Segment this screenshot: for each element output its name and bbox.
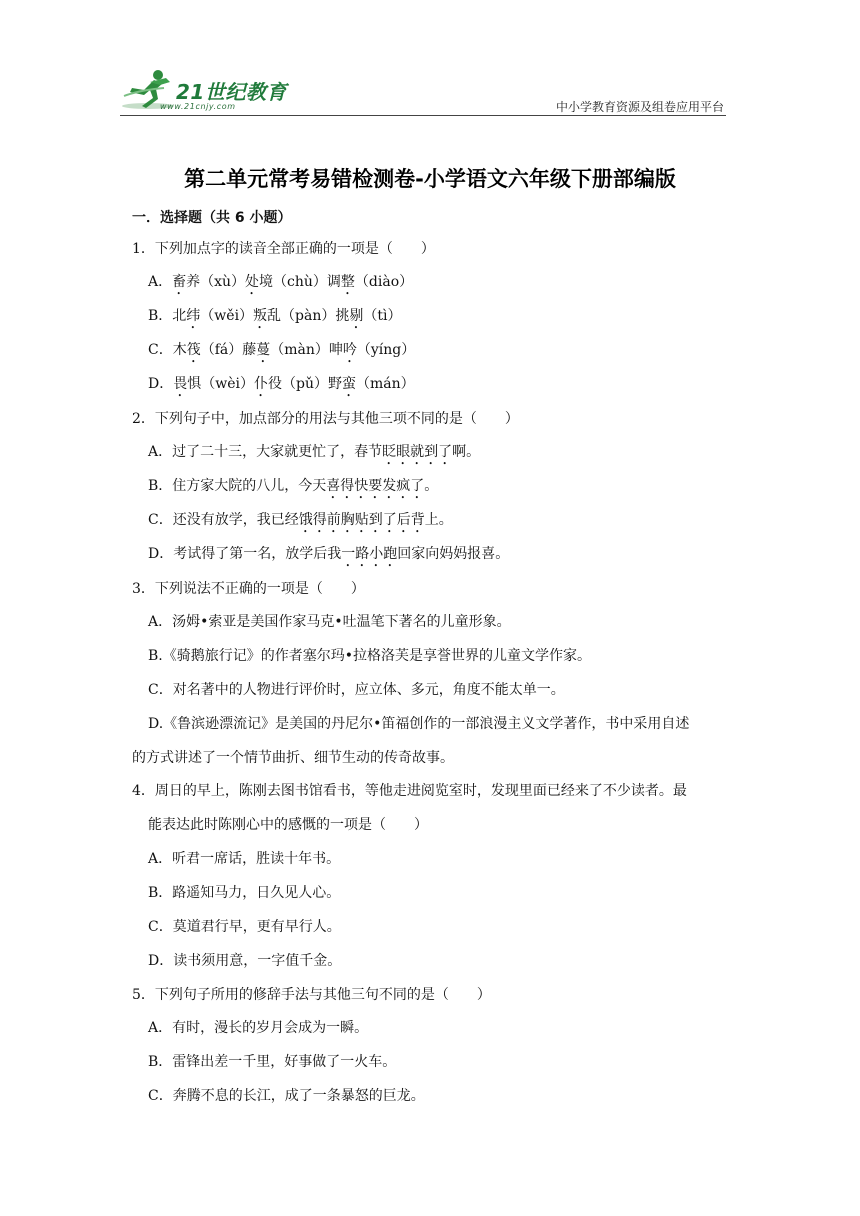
question-4-stem: 4．周日的早上，陈刚去图书馆看书，等他走进阅览室时，发现里面已经来了不少读者。最 <box>132 783 687 799</box>
platform-name: 中小学教育资源及组卷应用平台 <box>555 100 724 114</box>
option-text: 上。 <box>424 512 453 528</box>
option-text: （mán） <box>355 376 415 392</box>
question-2-stem: 2．下列句子中，加点部分的用法与其他三项不同的是（ ） <box>132 411 519 427</box>
dotted-text: 吟 <box>342 342 357 358</box>
question-3-option <box>148 612 511 632</box>
question-4-option <box>148 917 341 937</box>
question-1-option <box>148 340 415 366</box>
dotted-text: 纬 <box>186 308 201 324</box>
option-text: C．还没有放学，我已经 <box>148 512 299 528</box>
question-3-option <box>148 680 565 700</box>
question-3-option <box>132 748 454 768</box>
option-text: B．雷锋出差一千里，好事做了一火车。 <box>148 1054 397 1070</box>
question-4-option <box>148 951 341 971</box>
option-text: 惧（wèi） <box>187 376 254 392</box>
question-3-option <box>148 714 689 734</box>
question-3-stem: 3．下列说法不正确的一项是（ ） <box>132 581 365 597</box>
option-text: （màn）呻 <box>270 342 343 358</box>
option-text: （wěi） <box>200 308 254 324</box>
question-1-option <box>148 272 413 298</box>
logo-text: 21世纪教育 <box>176 80 287 104</box>
question-1-option <box>148 306 401 332</box>
option-text: D． <box>148 376 174 392</box>
dotted-text: 畜 <box>172 274 187 290</box>
option-text: D.《鲁滨逊漂流记》是美国的丹尼尔•笛福创作的一部浪漫主义文学著作，书中采用自述 <box>148 716 690 732</box>
option-text: （fá）藤 <box>200 342 257 358</box>
option-text: 啊。 <box>452 444 481 460</box>
dotted-text: 喜得快要发疯了 <box>326 478 425 494</box>
option-text: D．读书须用意，一字值千金。 <box>148 953 342 969</box>
option-text: A．有时，漫长的岁月会成为一瞬。 <box>148 1020 369 1036</box>
option-text: 境（chù）调 <box>259 274 341 290</box>
dotted-text: 筏 <box>186 342 201 358</box>
question-2-option <box>148 476 438 502</box>
question-5-stem: 5．下列句子所用的修辞手法与其他三句不同的是（ ） <box>132 987 491 1003</box>
dotted-text: 仆 <box>253 376 268 392</box>
option-text: （tì） <box>363 308 402 324</box>
question-5-option <box>148 1086 425 1106</box>
dotted-text: 处 <box>245 274 260 290</box>
option-text: D．考试得了第一名，放学后我 <box>148 546 342 562</box>
option-text: A．汤姆•索亚是美国作家马克•吐温笔下著名的儿童形象。 <box>148 614 511 630</box>
logo-url: www.21cnjy.com <box>160 102 236 111</box>
question-4-stem: 能表达此时陈刚心中的感慨的一项是（ ） <box>148 817 428 833</box>
option-text: 的方式讲述了一个情节曲折、细节生动的传奇故事。 <box>132 750 454 766</box>
question-1-stem: 1．下列加点字的读音全部正确的一项是（ ） <box>132 241 435 257</box>
question-1-option <box>148 374 415 400</box>
option-text: 养（xù） <box>186 274 246 290</box>
option-text: A． <box>148 274 173 290</box>
question-5-option <box>148 1018 368 1038</box>
option-text: C．奔腾不息的长江，成了一条暴怒的巨龙。 <box>148 1088 425 1104</box>
option-text: 役（pǔ）野 <box>267 376 342 392</box>
page-header <box>120 64 726 116</box>
dotted-text: 剔 <box>349 308 364 324</box>
question-4-option <box>148 849 340 869</box>
dotted-text: 饿得前胸贴到了后背 <box>298 512 425 528</box>
option-text: B．住方家大院的八儿，今天 <box>148 478 327 494</box>
option-text: B.《骑鹅旅行记》的作者塞尔玛•拉格洛芙是享誉世界的儿童文学作家。 <box>148 648 591 664</box>
question-2-option <box>148 442 480 468</box>
option-text: C．莫道君行早，更有早行人。 <box>148 919 341 935</box>
question-3-option <box>148 646 591 666</box>
question-2-option <box>148 544 509 570</box>
option-text: 乱（pàn）挑 <box>267 308 350 324</box>
question-4-option <box>148 883 340 903</box>
section-heading: 一．选择题（共 6 小题） <box>132 210 292 226</box>
option-text: 。 <box>424 478 439 494</box>
logo <box>120 64 310 116</box>
option-text: C．对名著中的人物进行评价时，应立体、多元，角度不能太单一。 <box>148 682 565 698</box>
option-text: A．听君一席话，胜读十年书。 <box>148 851 341 867</box>
option-text: （yíng） <box>356 342 416 358</box>
question-2-option <box>148 510 453 536</box>
header-rule <box>120 115 726 116</box>
option-text: C．木 <box>148 342 187 358</box>
option-text: 回家向妈妈报喜。 <box>397 546 510 562</box>
dotted-text: 畏 <box>173 376 188 392</box>
option-text: （diào） <box>354 274 414 290</box>
question-5-option <box>148 1052 396 1072</box>
option-text: A．过了二十三，大家就更忙了，春节 <box>148 444 383 460</box>
dotted-text: 蔓 <box>256 342 271 358</box>
dotted-text: 蛮 <box>341 376 356 392</box>
page-title: 第二单元常考易错检测卷-小学语文六年级下册部编版 <box>184 167 676 191</box>
dotted-text: 整 <box>340 274 355 290</box>
option-text: B．路遥知马力，日久见人心。 <box>148 885 341 901</box>
dotted-text: 眨眼就到了 <box>382 444 453 460</box>
dotted-text: 叛 <box>253 308 268 324</box>
dotted-text: 一路小跑 <box>341 546 398 562</box>
option-text: B．北 <box>148 308 187 324</box>
